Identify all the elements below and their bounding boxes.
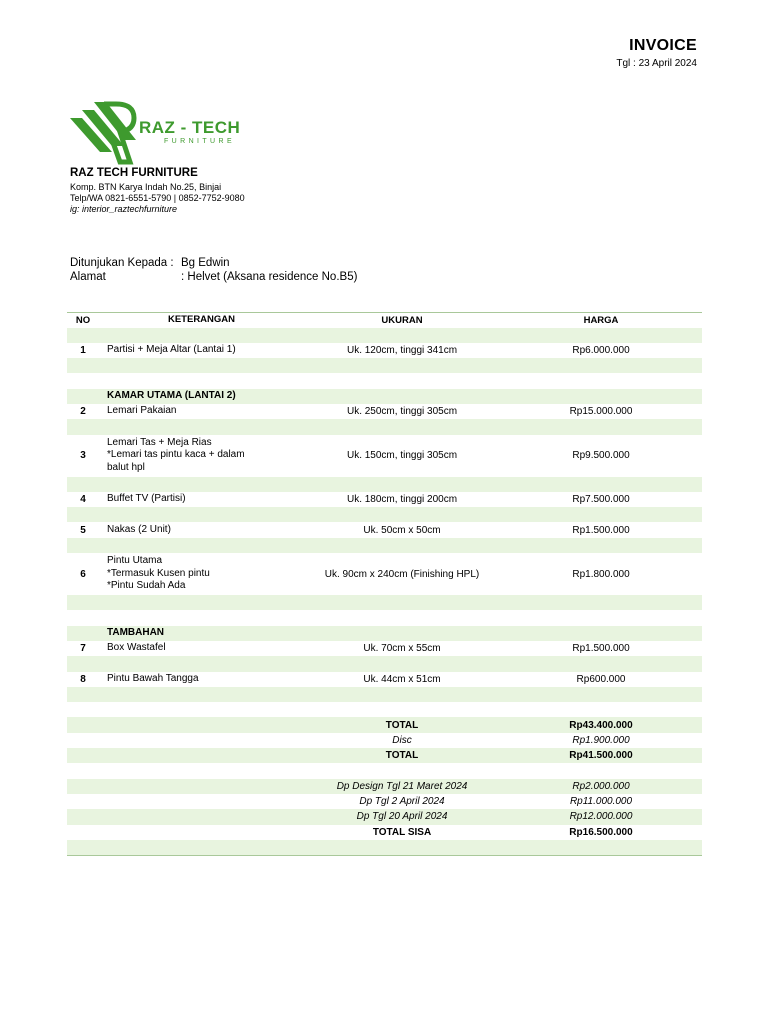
spacer-row [67,419,702,434]
invoice-table [67,312,702,856]
item-no: 7 [80,643,86,655]
disc-value: Rp1.900.000 [572,734,630,746]
summary-row-dp3 [67,809,702,824]
spacer-row [67,840,702,855]
summary-row-dp2 [67,794,702,809]
item-price: Rp9.500.000 [572,450,630,462]
item-size: Uk. 150cm, tinggi 305cm [346,450,458,462]
item-desc-line: *Pintu Sudah Ada [107,580,186,592]
item-desc-line: Lemari Tas + Meja Rias [107,436,212,448]
spacer-row [67,702,702,717]
dp1-value: Rp2.000.000 [500,779,702,794]
company-phone: Telp/WA 0821-6551-5790 | 0852-7752-9080 [70,193,245,203]
section-kamar-utama: KAMAR UTAMA (LANTAI 2) [99,389,304,404]
summary-row-total2 [67,748,702,763]
spacer-row [67,656,702,671]
table-row [67,522,702,537]
item-desc: Nakas (2 Unit) [107,523,171,535]
item-desc-line: Pintu Utama [107,555,163,567]
section-tambahan: TAMBAHAN [99,626,304,641]
item-size: Uk. 50cm x 50cm [363,524,441,536]
spacer-row [67,595,702,610]
table-row [67,672,702,687]
spacer-row [67,687,702,702]
company-instagram: ig: interior_raztechfurniture [70,204,178,214]
dp3-value: Rp12.000.000 [500,809,702,824]
item-no: 3 [80,450,86,462]
item-size: Uk. 44cm x 51cm [363,673,441,685]
dp2-label: Dp Tgl 2 April 2024 [359,796,445,808]
section-row [67,389,702,404]
section-row [67,626,702,641]
item-desc [99,553,304,595]
header-keterangan: KETERANGAN [99,313,304,328]
header-no: NO [67,313,99,328]
company-address: Komp. BTN Karya Indah No.25, Binjai [70,182,222,192]
item-price: Rp1.800.000 [572,568,630,580]
recipient-address-label: Alamat [70,271,106,283]
item-desc: Box Wastafel [107,642,166,654]
item-desc: Buffet TV (Partisi) [107,493,186,505]
spacer-row [67,763,702,778]
item-size: Uk. 90cm x 240cm (Finishing HPL) [324,568,480,580]
dp1-label: Dp Design Tgl 21 Maret 2024 [304,779,500,794]
disc-label: Disc [392,734,412,746]
spacer-row [67,507,702,522]
dp3-label: Dp Tgl 20 April 2024 [304,809,500,824]
item-no: 4 [80,494,86,506]
table-row [67,553,702,595]
table-row [67,641,702,656]
total-after-disc-label: TOTAL [304,748,500,763]
invoice-date: Tgl : 23 April 2024 [616,58,697,69]
header-harga: HARGA [500,313,702,328]
item-no: 2 [80,406,86,418]
total-label: TOTAL [304,717,500,732]
invoice-title: INVOICE [629,37,697,54]
header-ukuran: UKURAN [304,313,500,328]
item-size: Uk. 180cm, tinggi 200cm [346,494,458,506]
item-desc-line: balut hpl [107,461,145,473]
recipient-to [70,257,230,269]
total-after-disc-value: Rp41.500.000 [500,748,702,763]
item-price: Rp1.500.000 [572,524,630,536]
spacer-row [67,358,702,373]
spacer-row [67,610,702,625]
item-price: Rp15.000.000 [569,406,633,418]
total-sisa-value: Rp16.500.000 [569,826,633,838]
item-price: Rp6.000.000 [572,344,630,356]
spacer-row [67,477,702,492]
table-row [67,492,702,507]
item-size: Uk. 70cm x 55cm [363,643,441,655]
table-row [67,343,702,358]
summary-row-dp1 [67,779,702,794]
logo-name: RAZ - TECH [139,118,241,137]
recipient-address [70,271,357,283]
company-name: RAZ TECH FURNITURE [70,167,198,179]
item-price: Rp7.500.000 [572,494,630,506]
item-price: Rp1.500.000 [572,643,630,655]
table-row [67,404,702,419]
item-size: Uk. 250cm, tinggi 305cm [346,406,458,418]
item-desc: Partisi + Meja Altar (Lantai 1) [107,344,236,356]
summary-row-total [67,717,702,732]
summary-row-disc [67,733,702,748]
item-no: 6 [80,568,86,580]
dp2-value: Rp11.000.000 [569,796,633,808]
item-desc-line: *Termasuk Kusen pintu [107,567,210,579]
summary-row-sisa [67,825,702,840]
recipient-address-value: : Helvet (Aksana residence No.B5) [181,271,358,283]
logo-subtitle: FURNITURE [164,138,236,145]
total-value: Rp43.400.000 [500,717,702,732]
recipient-to-label: Ditunjukan Kepada : [70,257,174,269]
item-desc: Pintu Bawah Tangga [107,672,199,684]
item-price: Rp600.000 [576,673,626,685]
table-row [67,435,702,477]
item-no: 8 [80,673,86,685]
spacer-row [67,373,702,388]
item-desc [99,435,304,477]
item-no: 1 [80,344,86,356]
recipient-to-value: Bg Edwin [181,257,230,269]
spacer-row [67,328,702,343]
item-desc: Lemari Pakaian [107,405,177,417]
table-header-row [67,313,702,328]
item-size: Uk. 120cm, tinggi 341cm [346,344,458,356]
total-sisa-label: TOTAL SISA [372,826,432,838]
item-desc-line: *Lemari tas pintu kaca + dalam [107,449,245,461]
item-no: 5 [80,524,86,536]
spacer-row [67,538,702,553]
